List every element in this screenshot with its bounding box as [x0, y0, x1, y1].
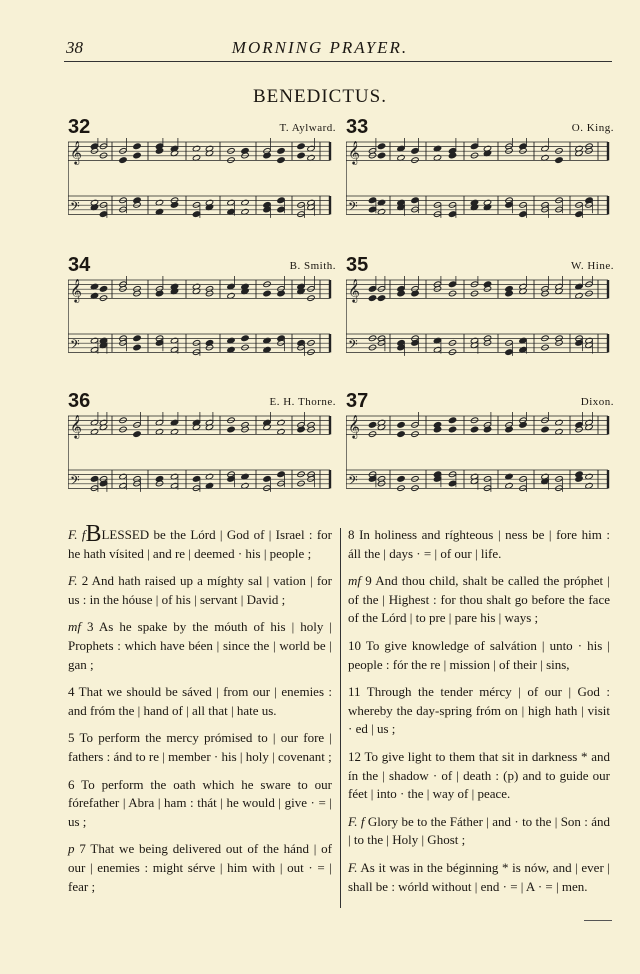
verse: [68, 521, 332, 563]
page-number: 38: [66, 38, 83, 57]
tune-composer: Dixon.: [580, 396, 614, 408]
verse: [348, 637, 610, 674]
note-head: [241, 335, 249, 342]
note-head: [411, 197, 419, 204]
verse-text: LESSED be the Lórd | God of | Israel : for he hath vísited | and re | deemed · his | people ;: [68, 527, 332, 561]
verse: [68, 618, 332, 674]
note-head: [555, 157, 563, 164]
note-head: [377, 152, 385, 159]
bass-clef-icon: 𝄢: [70, 337, 80, 355]
verse: [348, 748, 610, 804]
page-header: [0, 38, 640, 62]
verse: [68, 572, 332, 609]
bass-clef-icon: 𝄢: [348, 199, 358, 217]
verse-text: 12 To give light to them that sit in darkness * and ín the | shadow · of | death : (p) and to guide our féet | into · the | way of | peace.: [348, 748, 610, 802]
note-head: [133, 344, 141, 351]
header-rule: [64, 61, 612, 62]
note-head: [505, 349, 513, 356]
verse: [68, 683, 332, 720]
note-head: [377, 143, 385, 150]
chant-tune-35: [346, 254, 614, 372]
chant-tune-36: [68, 390, 336, 508]
note-head: [448, 417, 456, 424]
note-head: [448, 281, 456, 288]
dynamic-mark: mf: [68, 619, 81, 635]
verse-text: 6 To perform the oath which he sware to our fórefather | Abra | ham : thát | he would | give · = | us ;: [68, 776, 332, 829]
note-head: [90, 476, 98, 483]
note-head: [448, 480, 456, 487]
bass-clef-icon: 𝄢: [348, 337, 358, 355]
note-head: [470, 143, 478, 150]
note-head: [470, 426, 478, 433]
treble-clef-icon: 𝄞: [348, 140, 360, 164]
note-head: [411, 148, 419, 155]
note-head: [397, 422, 405, 429]
verse-text: As it was in the béginning * is nów, and | ever | shall be : wórld without | end · = | A · = | men.: [348, 859, 610, 894]
note-head: [297, 143, 305, 150]
note-head: [519, 211, 527, 218]
bass-clef-icon: 𝄢: [70, 199, 80, 217]
treble-clef-icon: 𝄞: [70, 140, 82, 164]
verse: [348, 813, 610, 850]
note-head: [377, 295, 385, 302]
tune-composer: T. Aylward.: [279, 122, 336, 134]
chant-tune-37: [346, 390, 614, 508]
tune-composer: B. Smith.: [289, 260, 336, 272]
verse-text: 7 That we being delivered out of the hánd | of our | enemies : might sérve | him with | out · = | fear ;: [68, 841, 333, 894]
note-head: [277, 471, 285, 478]
note-head: [448, 426, 456, 433]
verse-text: 9 And thou child, shalt be called the próphet | of the | Highest : for thou shalt go before the face of the Lórd | to pre | pare his | ways ;: [348, 573, 611, 626]
music-score: [346, 276, 614, 372]
note-head: [133, 143, 141, 150]
note-head: [192, 211, 200, 218]
dynamic-mark: mf: [348, 573, 361, 589]
footer-mark: [584, 920, 612, 921]
tune-number: 33: [346, 116, 369, 138]
note-head: [297, 152, 305, 159]
tune-number: 35: [346, 254, 369, 276]
verse: [348, 859, 610, 896]
note-head: [277, 157, 285, 164]
chant-tune-33: [346, 116, 614, 234]
section-title: BENEDICTUS.: [253, 86, 387, 107]
verse-text: 5 To perform the mercy prómised to | our fore | fathers : ánd to re | member · his | holy | covenant ;: [68, 730, 332, 764]
music-score: [346, 412, 614, 508]
note-head: [263, 476, 271, 483]
note-head: [99, 286, 107, 293]
music-score: [68, 276, 336, 372]
tune-number: 34: [68, 254, 91, 276]
chant-tune-32: [68, 116, 336, 234]
running-title: MORNING PRAYER.: [231, 38, 409, 57]
note-head: [397, 431, 405, 438]
bass-clef-icon: 𝄢: [70, 473, 80, 491]
note-head: [227, 426, 235, 433]
treble-clef-icon: 𝄞: [70, 278, 82, 302]
music-score: [68, 412, 336, 508]
tune-number: 37: [346, 390, 369, 412]
note-head: [368, 197, 376, 204]
note-head: [133, 335, 141, 342]
note-head: [277, 148, 285, 155]
tune-number: 32: [68, 116, 91, 138]
note-head: [277, 206, 285, 213]
note-head: [575, 211, 583, 218]
verses-right-column: [348, 526, 610, 905]
note-head: [192, 476, 200, 483]
verse: [348, 572, 610, 628]
note-head: [541, 426, 549, 433]
verse-text: 2 And hath raised up a míghty sal | vation | for us : in the hóuse | of his | servant | David ;: [68, 573, 333, 607]
note-head: [397, 476, 405, 483]
dynamic-mark: F.: [68, 573, 78, 589]
dynamic-mark: p: [68, 841, 75, 857]
treble-clef-icon: 𝄞: [348, 278, 360, 302]
note-head: [263, 290, 271, 297]
bass-clef-icon: 𝄢: [348, 473, 358, 491]
tune-composer: E. H. Thorne.: [269, 396, 336, 408]
verse-text: 10 To give knowledge of salvátion | unto · his | people : fór the re | mission | of their | sins,: [348, 637, 610, 672]
tune-number: 36: [68, 390, 91, 412]
note-head: [119, 157, 127, 164]
note-head: [277, 197, 285, 204]
verse: [68, 776, 332, 832]
treble-clef-icon: 𝄞: [348, 414, 360, 438]
verse-text: 4 That we should be sáved | from our | enemies : and fróm the | hand of | all that | hate us.: [68, 684, 332, 718]
verse: [68, 840, 332, 896]
note-head: [368, 286, 376, 293]
music-score: [68, 138, 336, 234]
tune-composer: O. King.: [571, 122, 614, 134]
verse-text: 11 Through the tender mércy | of our | God : whereby the day-spring fróm on | high hath | visit · ed | us ;: [348, 684, 610, 737]
dynamic-mark: F. f: [68, 527, 86, 542]
verse: [68, 729, 332, 766]
note-head: [99, 211, 107, 218]
verse-text: 8 In holiness and ríghteous | ness be | fore him : áll the | days · = | of our | life.: [348, 527, 610, 561]
dynamic-mark: F. f: [348, 813, 365, 829]
verses-left-column: [68, 521, 333, 905]
verse: [348, 526, 610, 563]
column-divider: [340, 528, 341, 908]
note-head: [133, 152, 141, 159]
chant-tune-34: [68, 254, 336, 372]
treble-clef-icon: 𝄞: [70, 414, 82, 438]
music-score: [346, 138, 614, 234]
note-head: [368, 295, 376, 302]
note-head: [368, 206, 376, 213]
dynamic-mark: F.: [348, 859, 358, 875]
tune-composer: W. Hine.: [570, 260, 614, 272]
verse-text: 3 As he spake by the móuth of his | holy | Prophets : which have béen | since the | world be | gan ;: [68, 619, 332, 672]
drop-cap: B: [85, 521, 102, 547]
note-head: [368, 422, 376, 429]
note-head: [448, 211, 456, 218]
note-head: [133, 431, 141, 438]
verse-text: Glory be to the Fáther | and · to the | Son : ánd | to the | Holy | Ghost ;: [348, 813, 610, 848]
verse: [348, 683, 610, 739]
